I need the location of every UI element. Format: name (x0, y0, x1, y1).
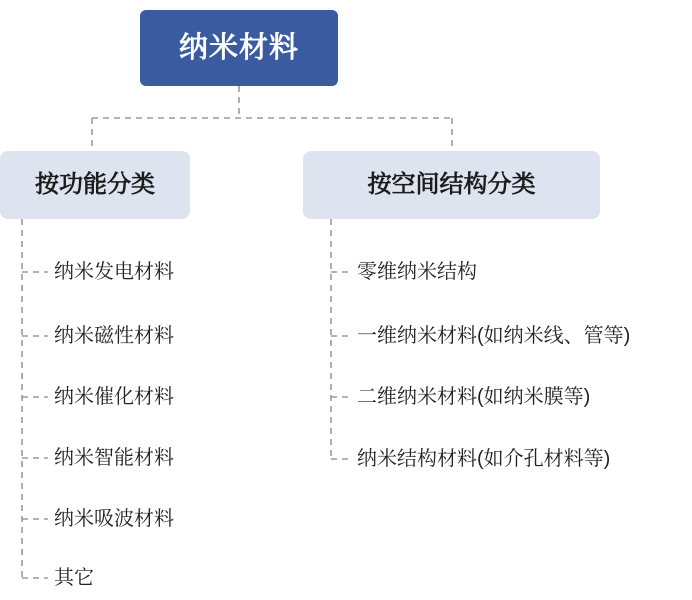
branch-node-by-function[interactable] (0, 151, 190, 219)
leaf-item[interactable]: 纳米结构材料(如介孔材料等) (357, 448, 611, 470)
branch-node-by-structure[interactable] (303, 151, 600, 219)
leaf-item[interactable]: 纳米智能材料 (54, 447, 174, 469)
branch-node-label: 按功能分类 (35, 171, 155, 198)
branch-node-label: 按空间结构分类 (367, 171, 536, 198)
leaf-item[interactable]: 纳米发电材料 (54, 261, 174, 283)
leaf-item[interactable]: 其它 (54, 567, 94, 589)
leaf-item[interactable]: 一维纳米材料(如纳米线、管等) (357, 325, 631, 347)
leaf-item[interactable]: 零维纳米结构 (357, 261, 477, 283)
leaf-item[interactable]: 纳米催化材料 (54, 386, 174, 408)
leaf-item[interactable]: 二维纳米材料(如纳米膜等) (357, 386, 591, 408)
root-node-label: 纳米材料 (178, 31, 299, 64)
leaf-item[interactable]: 纳米吸波材料 (54, 508, 174, 530)
leaf-item[interactable]: 纳米磁性材料 (54, 325, 174, 347)
root-node[interactable] (140, 10, 338, 86)
